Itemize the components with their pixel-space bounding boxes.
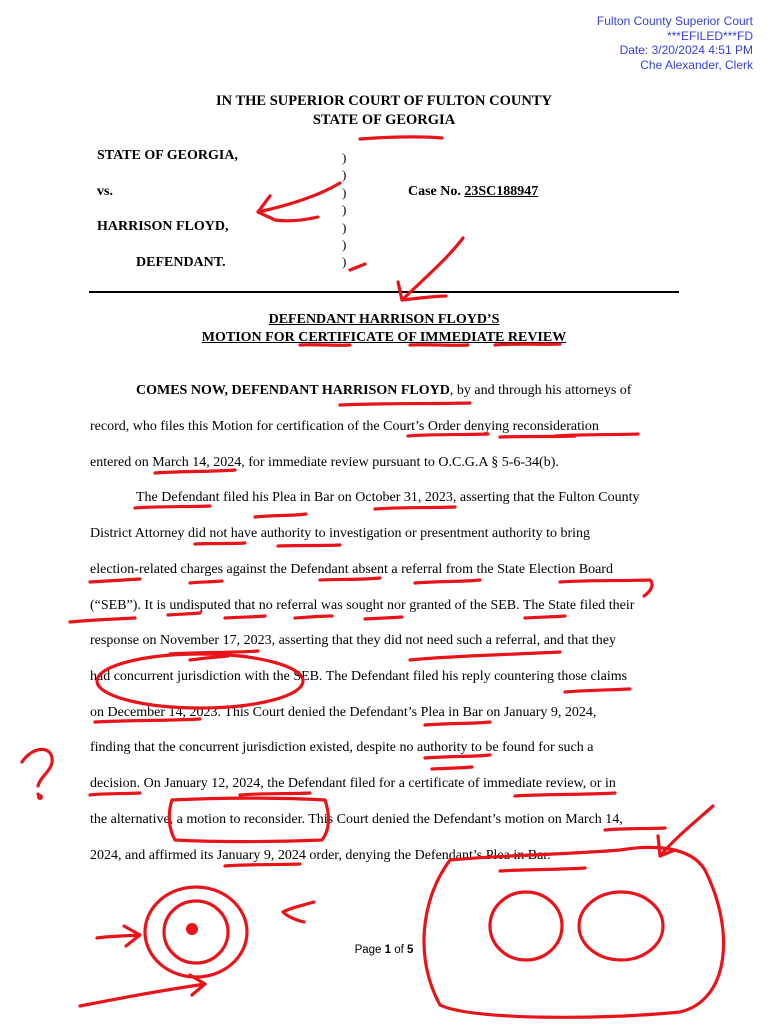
body-line: COMES NOW, DEFENDANT HARRISON FLOYD, by and through his attorneys of [136, 383, 632, 398]
body-line: entered on March 14, 2024, for immediate review pursuant to O.C.G.A § 5-6-34(b). [90, 455, 559, 470]
body-line: response on November 17, 2023, asserting that they did not need such a referral, and that they [90, 633, 617, 648]
body-line: decision. On January 12, 2024, the Defendant filed for a certificate of immediate review, or in [90, 776, 616, 791]
efile-stamp [597, 14, 753, 72]
body-line: on December 14, 2023. This Court denied the Defendant’s Plea in Bar on January 9, 2024, [90, 705, 597, 720]
body-line: (“SEB”). It is undisputed that no referral was sought nor granted of the SEB. The State filed their [90, 598, 635, 613]
page-number: Page 1 of 5 [354, 944, 414, 956]
arrow-right-to-circle-icon [97, 926, 140, 946]
caption-plaintiff: STATE OF GEORGIA, [97, 148, 238, 163]
body-line: 2024, and affirmed its January 9, 2024 order, denying the Defendant’s Plea in Bar. [90, 848, 551, 863]
court-heading-line1: IN THE SUPERIOR COURT OF FULTON COUNTY [215, 93, 552, 109]
body-line: election-related charges against the Defendant absent a referral from the State Election Board [90, 562, 613, 577]
efile-clerk: Che Alexander, Clerk [640, 57, 753, 72]
underline-case-left [350, 264, 365, 270]
motion-title-line2: MOTION FOR CERTIFICATE OF IMMEDIATE REVIEW [201, 330, 567, 345]
motion-title-line1: DEFENDANT HARRISON FLOYD’S [268, 312, 500, 327]
body-line: had concurrent jurisdiction with the SEB. The Defendant filed his reply countering those claims [90, 669, 628, 684]
circle-left-outer [145, 887, 247, 977]
arrow-left-hook-icon [283, 902, 314, 922]
efile-court: Fulton County Superior Court [596, 14, 753, 28]
arrow-to-plea-in-bar-icon [658, 806, 713, 856]
caption-parentheses: ) ) ) ) ) ) ) [342, 150, 347, 270]
caption-defendant: HARRISON FLOYD, [97, 219, 229, 234]
efile-date: Date: 3/20/2024 4:51 PM [619, 43, 753, 57]
body-line: the alternative, a motion to reconsider. This Court denied the Defendant’s motion on March 14, [90, 812, 623, 827]
body-line: record, who files this Motion for certification of the Court’s Order denying reconsideration [90, 419, 599, 434]
case-number-label: Case No. [408, 184, 461, 199]
underline-state-of-georgia [360, 137, 442, 139]
case-number [408, 184, 538, 200]
caption-divider [89, 291, 679, 293]
large-loop-right [424, 847, 724, 1017]
caption-defendant-label: DEFENDANT. [136, 255, 226, 270]
caption-vs: vs. [97, 184, 113, 199]
body-line: finding that the concurrent jurisdiction existed, despite no authority to be found for such a [90, 740, 594, 755]
question-mark-icon [22, 749, 52, 797]
comes-now-phrase: COMES NOW, DEFENDANT HARRISON FLOYD [136, 383, 450, 398]
efile-status: ***EFILED***FD [666, 28, 753, 43]
body-line: The Defendant filed his Plea in Bar on October 31, 2023, asserting that the Fulton County [136, 490, 640, 505]
court-heading-line2: STATE OF GEORGIA [312, 112, 456, 128]
body-line: District Attorney did not have authority to investigation or presentment authority to bring [90, 526, 591, 541]
arrow-lower-left-icon [80, 975, 205, 1006]
case-number-value: 23SC188947 [464, 184, 539, 199]
arrow-to-vs-icon [258, 183, 340, 221]
